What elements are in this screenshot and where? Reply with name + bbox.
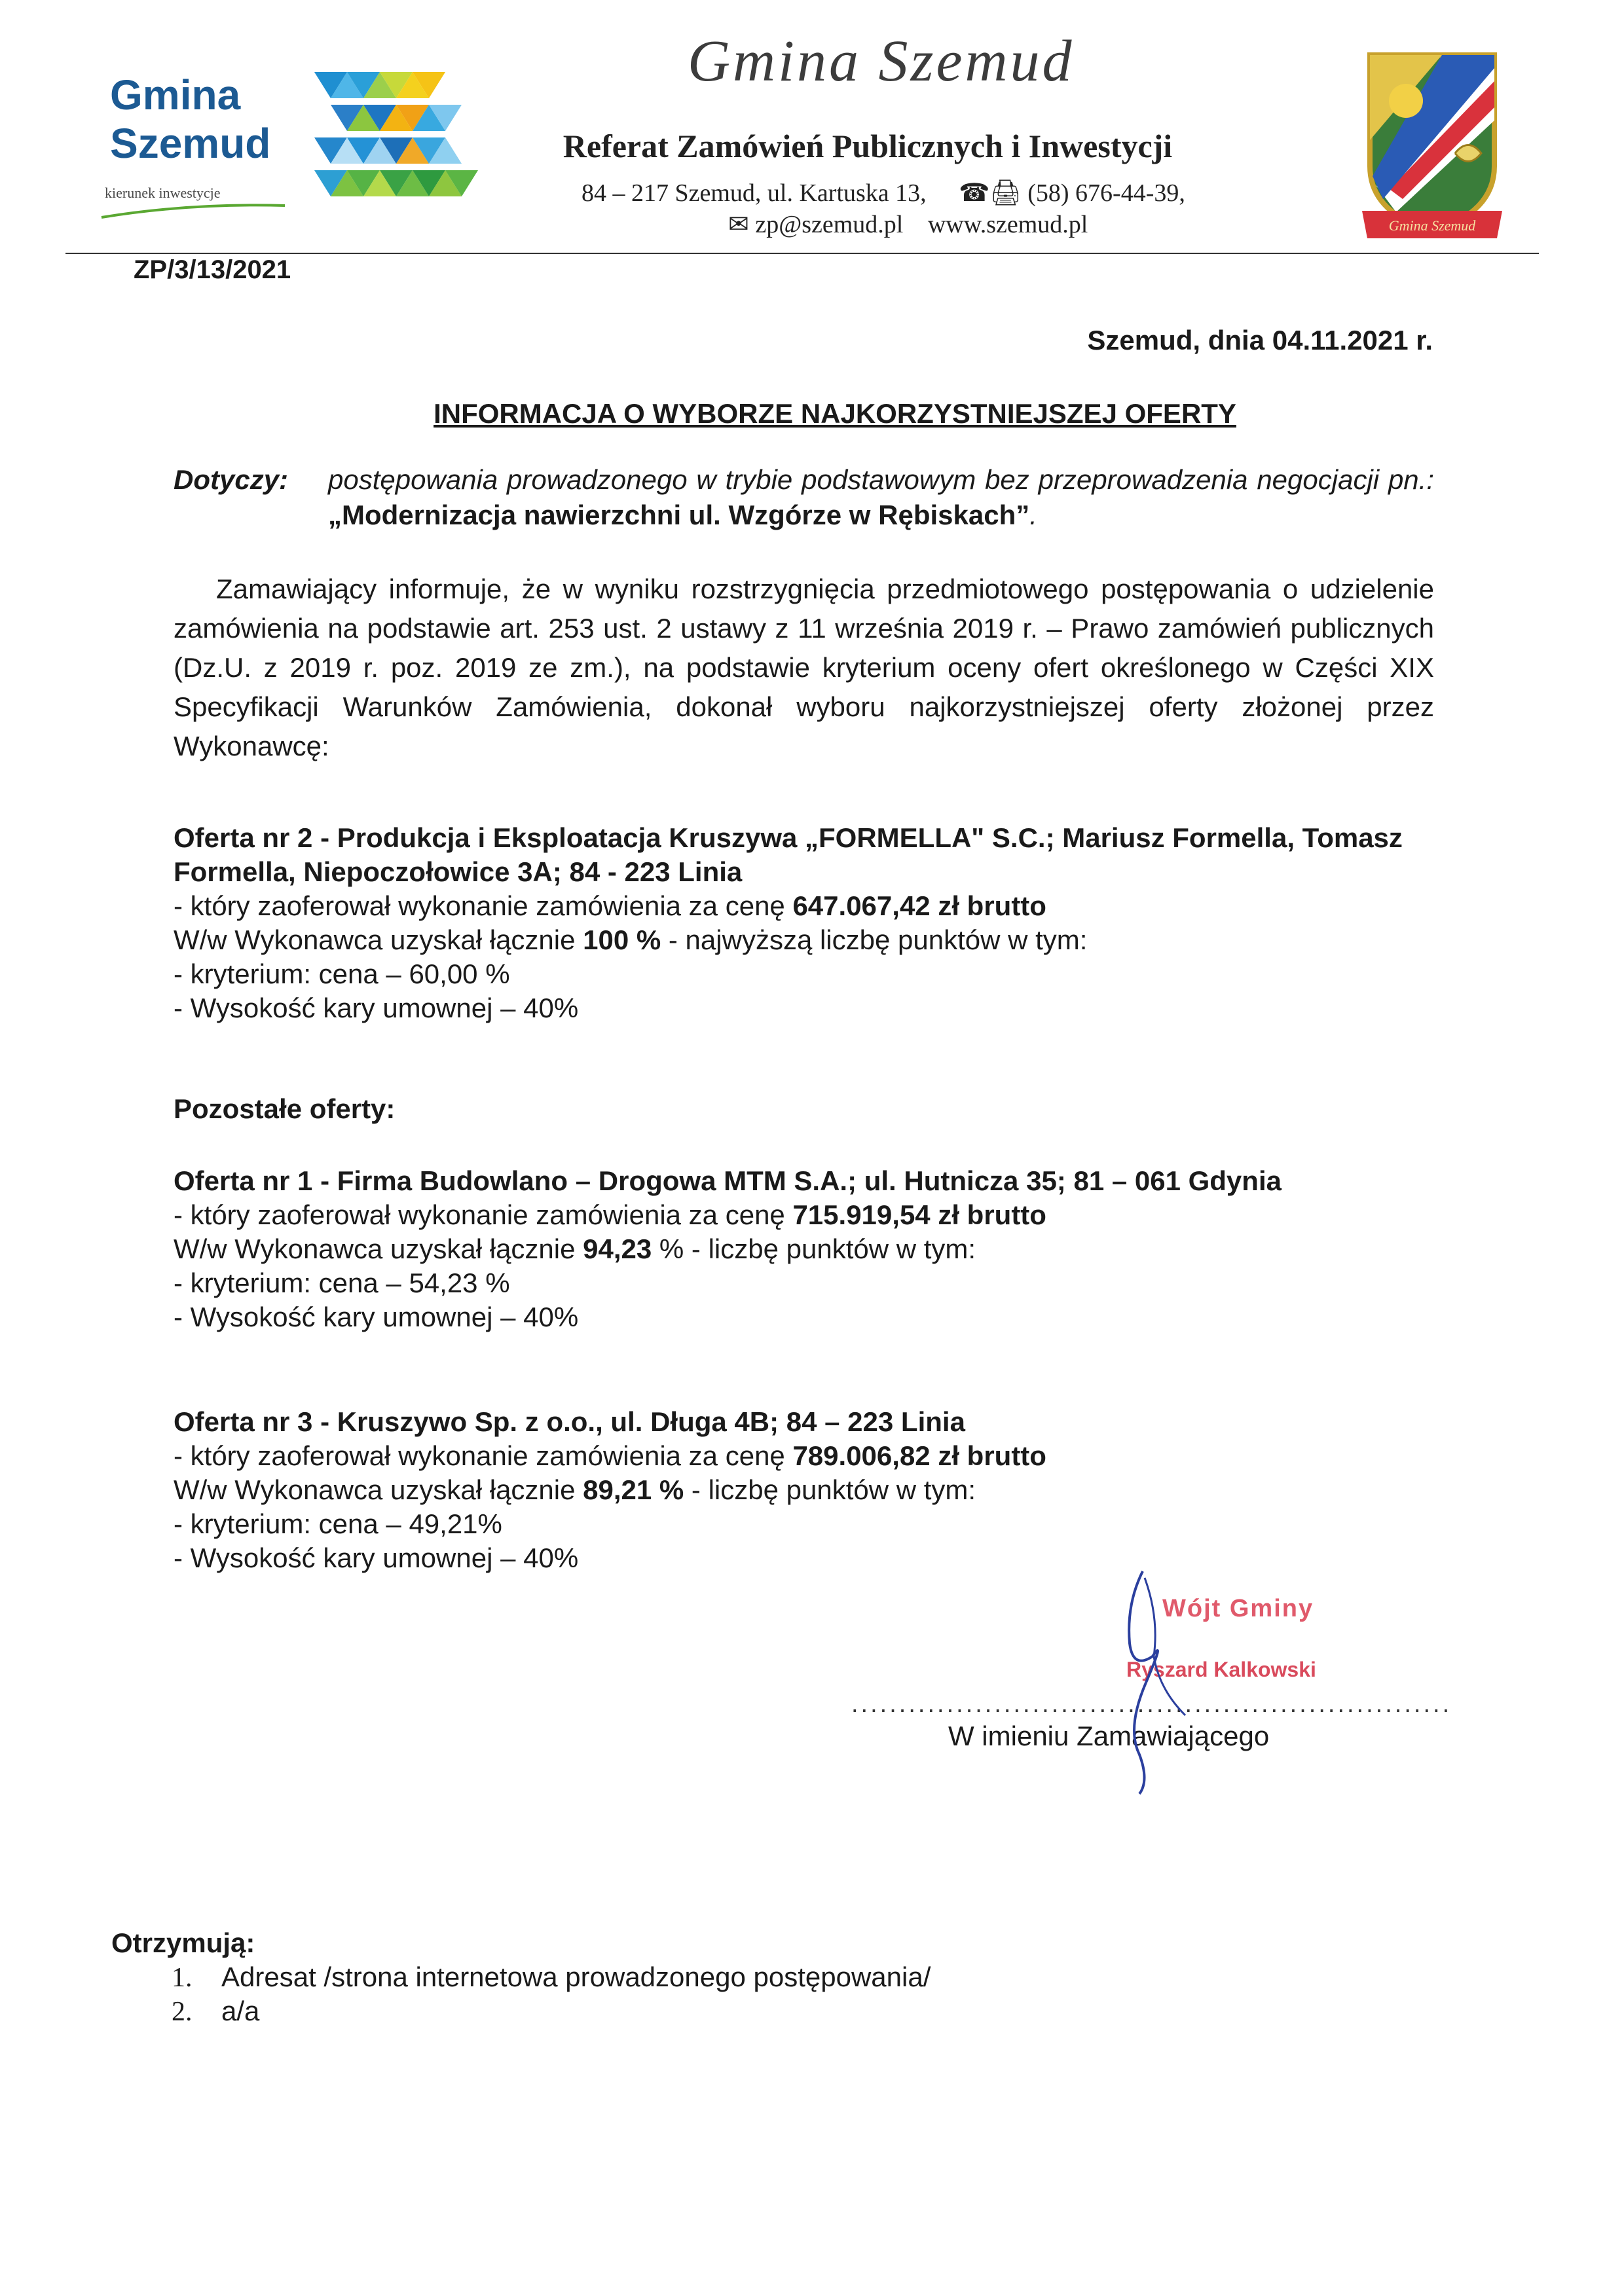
department-name: Referat Zamówień Publicznych i Inwestycji xyxy=(563,128,1173,164)
signature-dotted-line: ............................................................... xyxy=(851,1690,1452,1718)
project-title: „Modernizacja nawierzchni ul. Wzgórze w Rębiskach” xyxy=(328,500,1030,530)
recipient-number: 1. xyxy=(172,1963,193,1993)
recipient-item xyxy=(172,1961,931,1994)
recipient-text: Adresat /strona internetowa prowadzonego postępowania/ xyxy=(221,1961,931,1992)
score-suffix: - liczbę punktów w tym: xyxy=(684,1474,976,1505)
score-prefix: W/w Wykonawca uzyskał łącznie xyxy=(174,1474,583,1505)
offer-price: 715.919,54 zł brutto xyxy=(792,1199,1046,1230)
offer-heading: Oferta nr 2 - Produkcja i Eksploatacja Kruszywa „FORMELLA" S.C.; Mariusz Formella, Tomasz Formella, Niepoczołowice 3A; 84 - 223 Linia xyxy=(174,822,1403,887)
subject-label: Dotyczy: xyxy=(174,464,289,495)
offer-price-line xyxy=(174,1198,1450,1232)
logo-swoosh-icon xyxy=(98,196,288,223)
offer-block xyxy=(174,1405,1450,1575)
score-prefix: W/w Wykonawca uzyskał łącznie xyxy=(174,924,583,955)
reference-number: ZP/3/13/2021 xyxy=(134,255,291,284)
municipality-script-title: Gmina Szemud xyxy=(688,29,1075,94)
offer-block xyxy=(174,1164,1450,1334)
subject-text-after: . xyxy=(1029,500,1037,530)
logo-text-line1: Gmina xyxy=(110,71,241,118)
website[interactable]: www.szemud.pl xyxy=(927,211,1088,238)
recipient-text: a/a xyxy=(221,1995,260,2026)
intro-paragraph: Zamawiający informuje, że w wyniku rozstrzygnięcia przedmiotowego postępowania o udzielenie zamówienia na podstawie art. 253 ust. 2 ustawy z 11 września 2019 r. – Prawo zamówień publicznych (Dz.U. z 2019 r. poz. 2019 ze zm.), na podstawie kryterium oceny ofert określonego w Części XIX Specyfikacji Warunków Zamówienia, dokonał wyboru najkorzystniejszej oferty złożonej przez Wykonawcę: xyxy=(174,574,1434,761)
criterion-price: - kryterium: cena – 49,21% xyxy=(174,1508,502,1539)
offer-score-line xyxy=(174,1473,1450,1507)
subject-text xyxy=(328,462,1434,533)
phone-fax-icon: ☎🖨 xyxy=(959,179,1022,207)
offer-price-line xyxy=(174,889,1450,923)
criterion-penalty: - Wysokość kary umownej – 40% xyxy=(174,1302,579,1332)
place-and-date: Szemud, dnia 04.11.2021 r. xyxy=(1087,325,1433,355)
stamp-title: Wójt Gminy xyxy=(1162,1595,1314,1622)
other-offers-heading: Pozostałe oferty: xyxy=(174,1093,396,1124)
offer-score: 89,21 % xyxy=(583,1474,684,1505)
offer-score: 100 % xyxy=(583,924,661,955)
price-prefix: - który zaoferował wykonanie zamówienia za cenę xyxy=(174,890,793,921)
document-title: INFORMACJA O WYBORZE NAJKORZYSTNIEJSZEJ OFERTY xyxy=(434,398,1236,429)
offer-score-line xyxy=(174,1232,1450,1266)
header-divider xyxy=(65,253,1539,254)
logo-text-line2: Szemud xyxy=(110,120,271,167)
price-prefix: - który zaoferował wykonanie zamówienia za cenę xyxy=(174,1199,793,1230)
subject-text-before: postępowania prowadzonego w trybie podstawowym bez przeprowadzenia negocjacji pn.: xyxy=(328,464,1434,495)
offer-price: 647.067,42 zł brutto xyxy=(792,890,1046,921)
offer-heading: Oferta nr 3 - Kruszywo Sp. z o.o., ul. Długa 4B; 84 – 223 Linia xyxy=(174,1406,965,1437)
criterion-price: - kryterium: cena – 54,23 % xyxy=(174,1267,510,1298)
price-prefix: - który zaoferował wykonanie zamówienia za cenę xyxy=(174,1440,793,1471)
recipient-item xyxy=(172,1995,259,2028)
recipients-heading: Otrzymują: xyxy=(111,1927,255,1958)
offer-score-line xyxy=(174,923,1450,957)
criterion-price: - kryterium: cena – 60,00 % xyxy=(174,958,510,989)
criterion-penalty: - Wysokość kary umownej – 40% xyxy=(174,1542,579,1573)
offer-price: 789.006,82 zł brutto xyxy=(792,1440,1046,1471)
offer-heading: Oferta nr 1 - Firma Budowlano – Drogowa MTM S.A.; ul. Hutnicza 35; 81 – 061 Gdynia xyxy=(174,1165,1282,1196)
coat-ribbon-text: Gmina Szemud xyxy=(1388,217,1476,234)
score-suffix: % - liczbę punktów w tym: xyxy=(652,1233,976,1264)
phone-number: (58) 676-44-39, xyxy=(1027,179,1185,207)
address-line xyxy=(581,178,1185,208)
criterion-penalty: - Wysokość kary umownej – 40% xyxy=(174,993,579,1023)
best-offer-block xyxy=(174,821,1450,1025)
email-address[interactable]: zp@szemud.pl xyxy=(755,211,904,238)
logo-tagline: kierunek inwestycje xyxy=(105,185,221,201)
score-suffix: - najwyższą liczbę punktów w tym: xyxy=(661,924,1088,955)
offer-score: 94,23 xyxy=(583,1233,652,1264)
contact-line xyxy=(728,210,1088,239)
stamp-name: Ryszard Kalkowski xyxy=(1126,1658,1316,1681)
score-prefix: W/w Wykonawca uzyskał łącznie xyxy=(174,1233,583,1264)
recipient-number: 2. xyxy=(172,1997,193,2027)
handwritten-signature-icon xyxy=(851,1558,1382,1807)
subject-block xyxy=(174,462,1434,533)
address: 84 – 217 Szemud, ul. Kartuska 13, xyxy=(581,179,927,207)
envelope-icon: ✉ xyxy=(728,211,749,238)
offer-price-line xyxy=(174,1439,1450,1473)
signature-caption: W imieniu Zamawiającego xyxy=(948,1721,1270,1751)
coat-of-arms-icon xyxy=(1357,42,1507,251)
